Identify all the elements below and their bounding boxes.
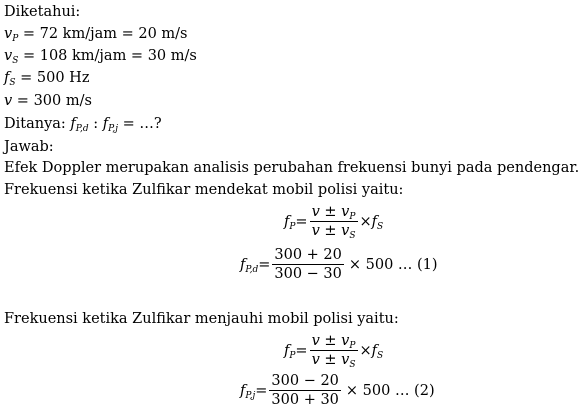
approach-specific-formula: $f_{P,d}$ = $\frac{300 + 20}{300 - 30}$ × 500 … (1) [240, 247, 438, 282]
intro-text: Efek Doppler merupakan analisis perubahan frekuensi bunyi pada pendengar. [4, 160, 579, 176]
given-vs: $v_S = 108$ km/jam = 30 m/s [4, 48, 197, 67]
recede-specific-fraction: $\frac{300 - 20}{300 + 30}$ [271, 373, 339, 408]
recede-general-fraction: $\frac{v \pm v_P}{v \pm v_S}$ [311, 333, 356, 371]
given-fs: $f_S = 500$ Hz [4, 70, 90, 89]
approach-specific-fraction: $\frac{300 + 20}{300 - 30}$ [274, 247, 342, 282]
approach-general-formula: $f_P$ = $\frac{v \pm v_P}{v \pm v_S}$ × $f_S$ [284, 204, 384, 242]
answer-label: Jawab: [4, 139, 54, 155]
approach-text: Frekuensi ketika Zulfikar mendekat mobil polisi yaitu: [4, 182, 404, 198]
recede-general-formula: $f_P$ = $\frac{v \pm v_P}{v \pm v_S}$ × $f_S$ [284, 333, 384, 371]
recede-specific-formula: $f_{P,j}$ = $\frac{300 - 20}{300 + 30}$ × 500 … (2) [240, 373, 435, 408]
given-v: v = 300 m/s [4, 93, 92, 109]
approach-general-fraction: $\frac{v \pm v_P}{v \pm v_S}$ [311, 204, 356, 242]
given-title: Diketahui: [4, 4, 81, 20]
given-vp: $v_P = 72$ km/jam = 20 m/s [4, 26, 188, 45]
recede-text: Frekuensi ketika Zulfikar menjauhi mobil polisi yaitu: [4, 311, 399, 327]
asked-line: Ditanya: $f_{P,d}$ : $f_{P,j}$ = …? [4, 116, 162, 135]
